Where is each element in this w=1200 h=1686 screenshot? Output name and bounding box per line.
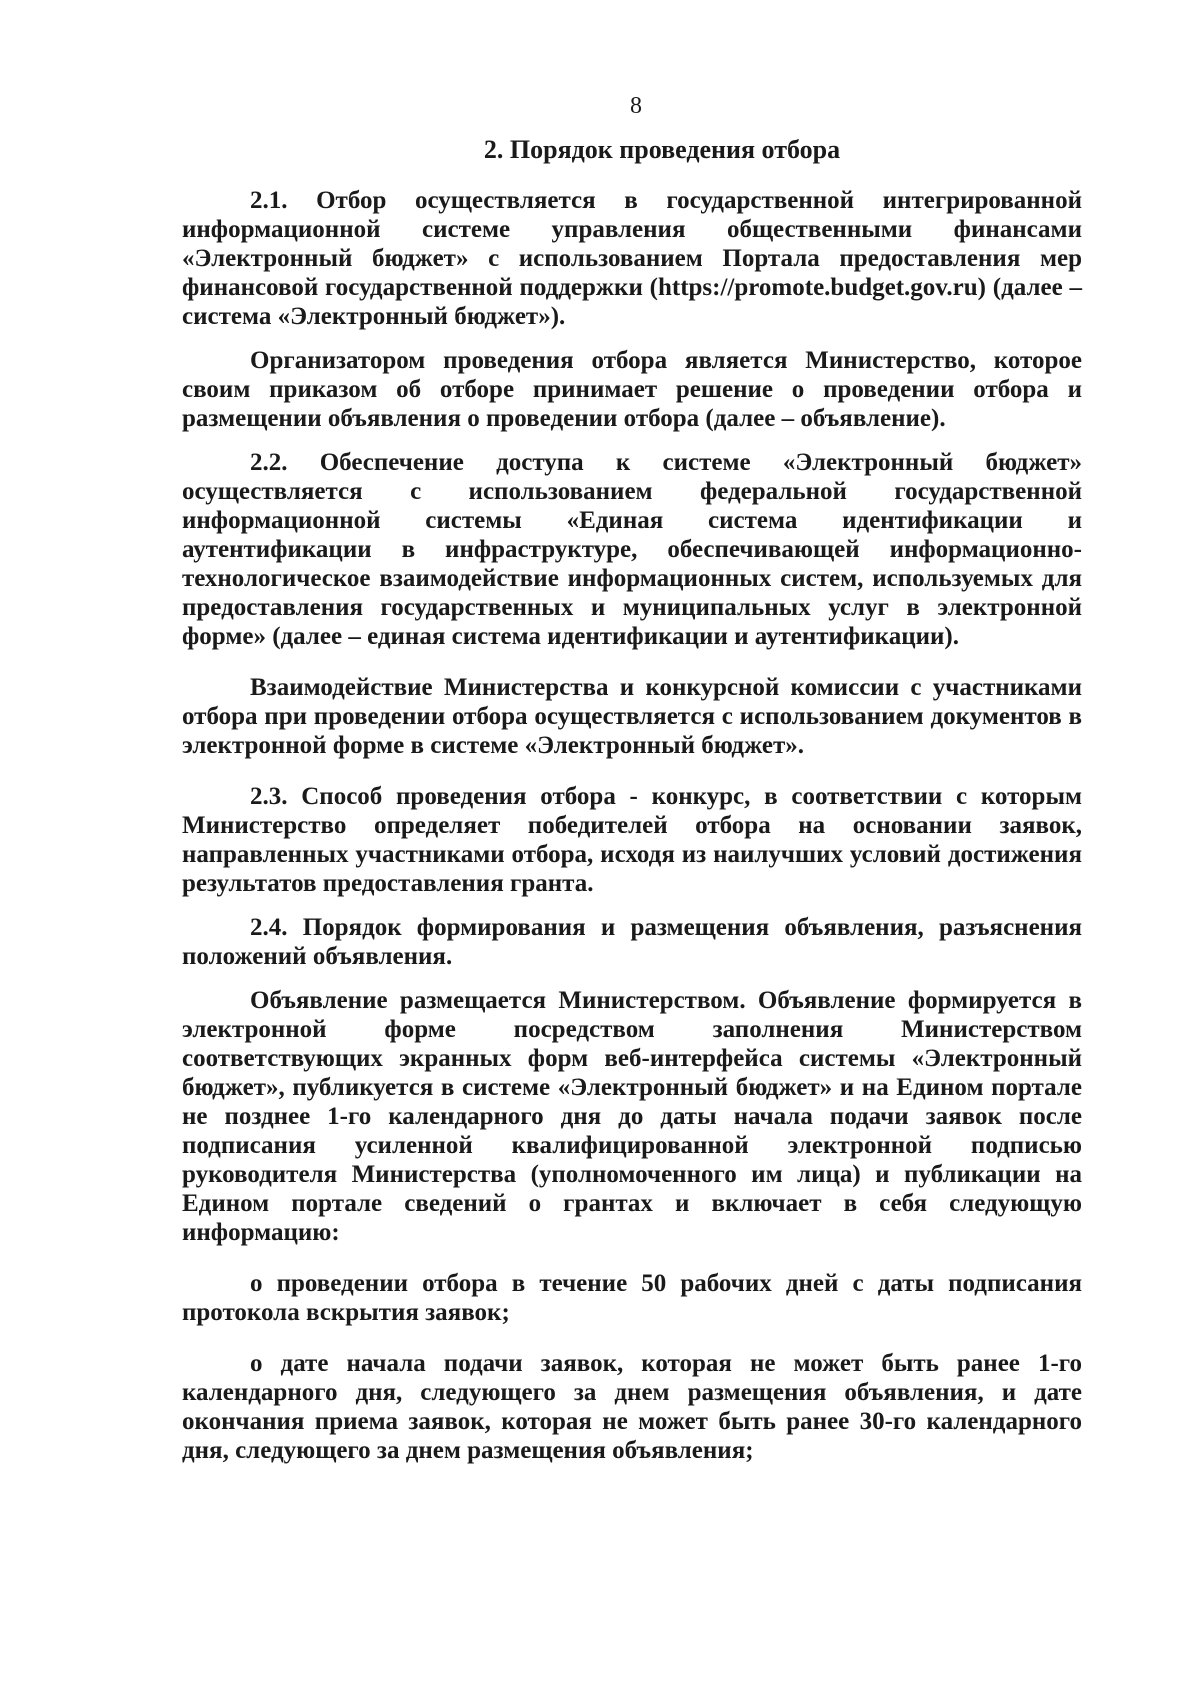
page-content <box>182 92 1082 1480</box>
paragraph-organizer: Организатором проведения отбора является Министерство, которое своим приказом об отборе принимает решение о проведении отбора и размещении объявления о проведении отбора (далее – объявление). <box>182 347 1082 432</box>
paragraph-2-1: 2.1. Отбор осуществляется в государственной интегрированной информационной системе управления общественными финансами «Электронный бюджет» с использованием Портала предоставления мер финансовой государственной поддержки (https://promote.budget.gov.ru) (далее – система «Электронный бюджет»). <box>182 187 1082 330</box>
paragraph-2-2: 2.2. Обеспечение доступа к системе «Электронный бюджет» осуществляется с использованием федеральной государственной информационной системы «Единая система идентификации и аутентификации в инфраструктуре, обеспечивающей информационно-технологическое взаимодействие информационных систем, используемых для предоставления государственных и муниципальных услуг в электронной форме» (далее – единая система идентификации и аутентификации). <box>182 449 1082 650</box>
section-title: 2. Порядок проведения отбора <box>483 135 841 164</box>
page-number: 8 <box>630 93 642 119</box>
paragraph-2-3: 2.3. Способ проведения отбора - конкурс, в соответствии с которым Министерство определяет победителей отбора на основании заявок, направленных участниками отбора, исходя из наилучших условий достижения результатов предоставления гранта. <box>182 783 1082 897</box>
paragraph-interaction: Взаимодействие Министерства и конкурсной комиссии с участниками отбора при проведении отбора осуществляется с использованием документов в электронной форме в системе «Электронный бюджет». <box>182 674 1082 759</box>
paragraph-application-dates: о дате начала подачи заявок, которая не может быть ранее 1-го календарного дня, следующего за днем размещения объявления, и дате окончания приема заявок, которая не может быть ранее 30-го календарного дня, следующего за днем размещения объявления; <box>182 1350 1082 1464</box>
paragraph-2-4: 2.4. Порядок формирования и размещения объявления, разъяснения положений объявления. <box>182 914 1082 970</box>
paragraph-announcement: Объявление размещается Министерством. Объявление формируется в электронной форме посредством заполнения Министерством соответствующих экранных форм веб-интерфейса системы «Электронный бюджет», публикуется в системе «Электронный бюджет» и на Едином портале не позднее 1-го календарного дня до даты начала подачи заявок после подписания усиленной квалифицированной электронной подписью руководителя Министерства (уполномоченного им лица) и публикации на Едином портале сведений о грантах и включает в себя следующую информацию: <box>182 987 1082 1246</box>
paragraph-selection-period: о проведении отбора в течение 50 рабочих дней с даты подписания протокола вскрытия заявок; <box>182 1270 1082 1326</box>
